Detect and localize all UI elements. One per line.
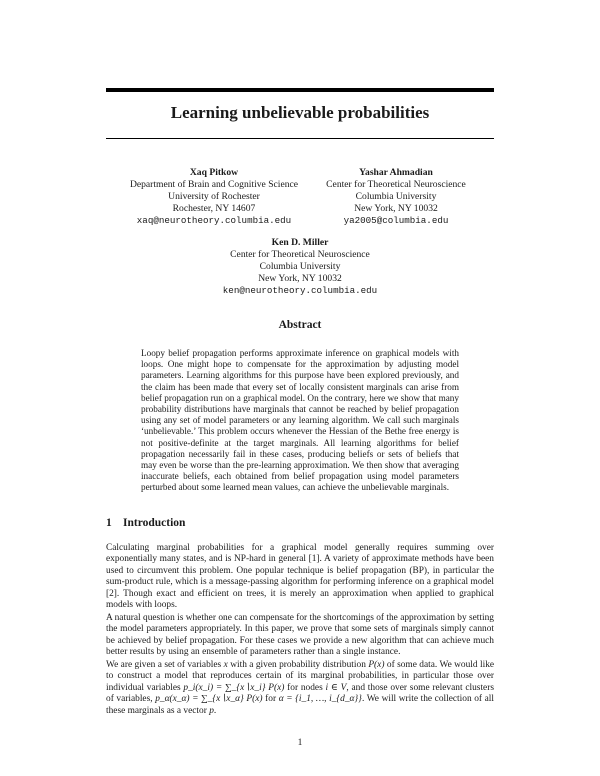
title-bottom-rule	[106, 138, 494, 139]
author-address: Rochester, NY 14607	[172, 203, 256, 214]
text-fragment: , and those over some relevant clusters of variables,	[106, 682, 494, 705]
math-expression: P(x)	[368, 660, 385, 670]
intro-paragraph-2: A natural question is whether one can compensate for the shortcomings of the approximation by setting the model parameters appropriately. In this paper, we prove that some sets of marginals simply cannot be achieved by belief propagation. For these cases we provide a new algorithm that can achieve much better results by using an ensemble of parameters rather than a single instance.	[106, 613, 494, 658]
abstract-heading: Abstract	[278, 319, 322, 331]
author-department: Center for Theoretical Neuroscience	[230, 249, 370, 260]
section-title: Introduction	[123, 517, 186, 529]
text-fragment: with a given probability distribution	[230, 660, 366, 670]
math-variable: x	[223, 660, 228, 670]
math-expression: p_α(x_α) = ∑_{x∖x_α} P(x)	[155, 694, 263, 705]
section-heading-introduction	[106, 517, 185, 529]
math-variable: p	[209, 705, 214, 716]
text-fragment: . We will write the collection of all these marginals as a vector	[106, 694, 495, 716]
author-institution: University of Rochester	[168, 191, 260, 202]
text-fragment: of some data. We would like to construct a model that reproduces certain of its marginal probabilities, in particular those over individual variables	[106, 660, 495, 693]
author-block-miller	[196, 237, 404, 297]
author-name: Ken D. Miller	[271, 237, 329, 248]
author-institution: Columbia University	[259, 261, 341, 272]
author-department: Department of Brain and Cognitive Science	[129, 179, 299, 190]
title-top-rule	[106, 88, 494, 92]
math-expression: i ∈ V	[325, 682, 347, 693]
text-fragment: We are given a set of variables	[106, 660, 222, 670]
section-number: 1	[106, 517, 112, 529]
author-name: Xaq Pitkow	[189, 167, 239, 178]
abstract-text: Loopy belief propagation performs approximate inference on graphical models with loops. One might hope to compensate for the approximation by adjusting model parameters. Learning algorithms for this purpose have been explored previously, and the claim has been made that every set of locally consistent marginals can arise from belief propagation run on a graphical model. On the contrary, here we show that many probability distributions have marginals that cannot be reached by belief propagation using any set of model parameters or any learning algorithm. We call such marginals ‘unbelievable.’ This problem occurs whenever the Hessian of the Bethe free energy is not positive-definite at the target marginals. All learning algorithms for belief propagation necessarily fail in these cases, producing beliefs or sets of beliefs that may even be worse than the pre-learning approximation. We then show that averaging inaccurate beliefs, each obtained from belief propagation using model parameters perturbed about some learned mean values, can achieve the unbelievable marginals.	[141, 348, 459, 493]
intro-paragraph-3	[106, 660, 494, 717]
math-expression: p_i(x_i) = ∑_{x∖x_i} P(x)	[183, 682, 285, 693]
math-expression: α = {i_1, …, i_{d_α}}	[278, 694, 362, 705]
author-address: New York, NY 10032	[354, 203, 438, 214]
author-block-ahmadian	[318, 167, 474, 227]
author-block-pitkow	[116, 167, 312, 227]
text-fragment: for nodes	[287, 682, 323, 693]
paper-title: Learning unbelievable probabilities	[170, 103, 430, 122]
intro-paragraph-1: Calculating marginal probabilities for a graphical model generally requires summing over exponentially many states, and is NP-hard in general [1]. A variety of approximate methods have been used to circumvent this problem. One popular technique is belief propagation (BP), in particular the sum-product rule, which is a message-passing algorithm for performing inference on a graphical model [2]. Though exact and efficient on trees, it is merely an approximation when applied to graphical models with loops.	[106, 543, 494, 611]
author-email: ken@neurotheory.columbia.edu	[222, 285, 378, 296]
author-institution: Columbia University	[355, 191, 437, 202]
text-fragment: .	[213, 705, 217, 716]
author-name: Yashar Ahmadian	[359, 167, 433, 178]
author-email: ya2005@columbia.edu	[343, 215, 449, 226]
page-number: 1	[297, 738, 303, 748]
text-fragment: for	[265, 694, 277, 705]
author-email: xaq@neurotheory.columbia.edu	[136, 215, 292, 226]
author-department: Center for Theoretical Neuroscience	[326, 179, 466, 190]
author-address: New York, NY 10032	[258, 273, 342, 284]
